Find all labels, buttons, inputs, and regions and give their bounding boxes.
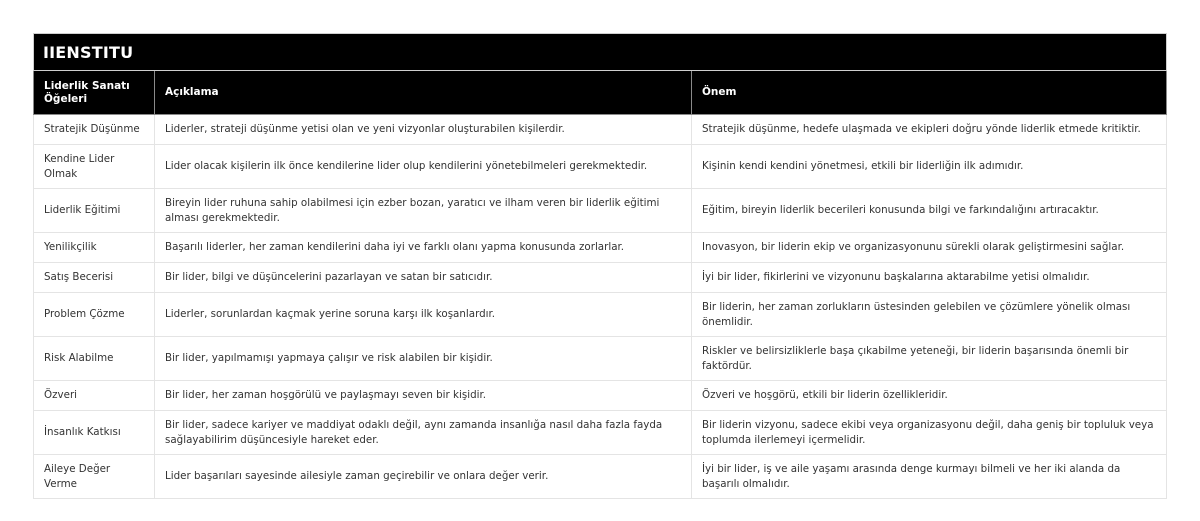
cell-importance: Bir liderin, her zaman zorlukların üstesinden gelebilen ve çözümlere yönelik olması önemlidir. (692, 293, 1167, 337)
cell-element: Kendine Lider Olmak (34, 145, 155, 189)
cell-importance: İyi bir lider, fikirlerini ve vizyonunu başkalarına aktarabilme yetisi olmalıdır. (692, 263, 1167, 293)
table-container (33, 33, 1166, 499)
cell-element: İnsanlık Katkısı (34, 411, 155, 455)
cell-importance: Kişinin kendi kendini yönetmesi, etkili bir liderliğin ilk adımıdır. (692, 145, 1167, 189)
column-header-importance: Önem (692, 71, 1167, 115)
column-header-element: Liderlik Sanatı Öğeleri (34, 71, 155, 115)
cell-element: Özveri (34, 381, 155, 411)
cell-description: Liderler, sorunlardan kaçmak yerine soruna karşı ilk koşanlardır. (155, 293, 692, 337)
cell-importance: Stratejik düşünme, hedefe ulaşmada ve ekipleri doğru yönde liderlik etmede kritiktir. (692, 115, 1167, 145)
table-row (34, 381, 1167, 411)
table-row (34, 233, 1167, 263)
cell-description: Lider olacak kişilerin ilk önce kendilerine lider olup kendilerini yönetebilmeleri gerekmektedir. (155, 145, 692, 189)
cell-description: Başarılı liderler, her zaman kendilerini daha iyi ve farklı olanı yapma konusunda zorlarlar. (155, 233, 692, 263)
table-row (34, 145, 1167, 189)
table-row (34, 337, 1167, 381)
leadership-table (33, 33, 1167, 499)
table-row (34, 263, 1167, 293)
cell-element: Problem Çözme (34, 293, 155, 337)
cell-importance: Özveri ve hoşgörü, etkili bir liderin özellikleridir. (692, 381, 1167, 411)
cell-element: Stratejik Düşünme (34, 115, 155, 145)
cell-element: Liderlik Eğitimi (34, 189, 155, 233)
brand-row (34, 34, 1167, 71)
cell-element: Yenilikçilik (34, 233, 155, 263)
table-row (34, 115, 1167, 145)
cell-description: Bireyin lider ruhuna sahip olabilmesi için ezber bozan, yaratıcı ve ilham veren bir liderlik eğitimi alması gerekmektedir. (155, 189, 692, 233)
cell-description: Bir lider, yapılmamışı yapmaya çalışır ve risk alabilen bir kişidir. (155, 337, 692, 381)
cell-importance: Riskler ve belirsizliklerle başa çıkabilme yeteneği, bir liderin başarısında önemli bir faktördür. (692, 337, 1167, 381)
cell-description: Liderler, strateji düşünme yetisi olan ve yeni vizyonlar oluşturabilen kişilerdir. (155, 115, 692, 145)
table-row (34, 411, 1167, 455)
cell-importance: Eğitim, bireyin liderlik becerileri konusunda bilgi ve farkındalığını artıracaktır. (692, 189, 1167, 233)
cell-element: Risk Alabilme (34, 337, 155, 381)
cell-description: Bir lider, bilgi ve düşüncelerini pazarlayan ve satan bir satıcıdır. (155, 263, 692, 293)
table-row (34, 455, 1167, 499)
brand-title: IIENSTITU (34, 34, 1167, 71)
cell-description: Bir lider, her zaman hoşgörülü ve paylaşmayı seven bir kişidir. (155, 381, 692, 411)
column-header-description: Açıklama (155, 71, 692, 115)
table-row (34, 293, 1167, 337)
cell-importance: Bir liderin vizyonu, sadece ekibi veya organizasyonu değil, daha geniş bir topluluk veya toplumda ilerlemeyi içermelidir. (692, 411, 1167, 455)
cell-element: Satış Becerisi (34, 263, 155, 293)
table-row (34, 189, 1167, 233)
cell-description: Lider başarıları sayesinde ailesiyle zaman geçirebilir ve onlara değer verir. (155, 455, 692, 499)
cell-description: Bir lider, sadece kariyer ve maddiyat odaklı değil, aynı zamanda insanlığa nasıl daha fazla fayda sağlayabilirim düşüncesiyle hareket eder. (155, 411, 692, 455)
cell-importance: Inovasyon, bir liderin ekip ve organizasyonunu sürekli olarak geliştirmesini sağlar. (692, 233, 1167, 263)
cell-element: Aileye Değer Verme (34, 455, 155, 499)
cell-importance: İyi bir lider, iş ve aile yaşamı arasında denge kurmayı bilmeli ve her iki alanda da başarılı olmalıdır. (692, 455, 1167, 499)
header-row (34, 71, 1167, 115)
